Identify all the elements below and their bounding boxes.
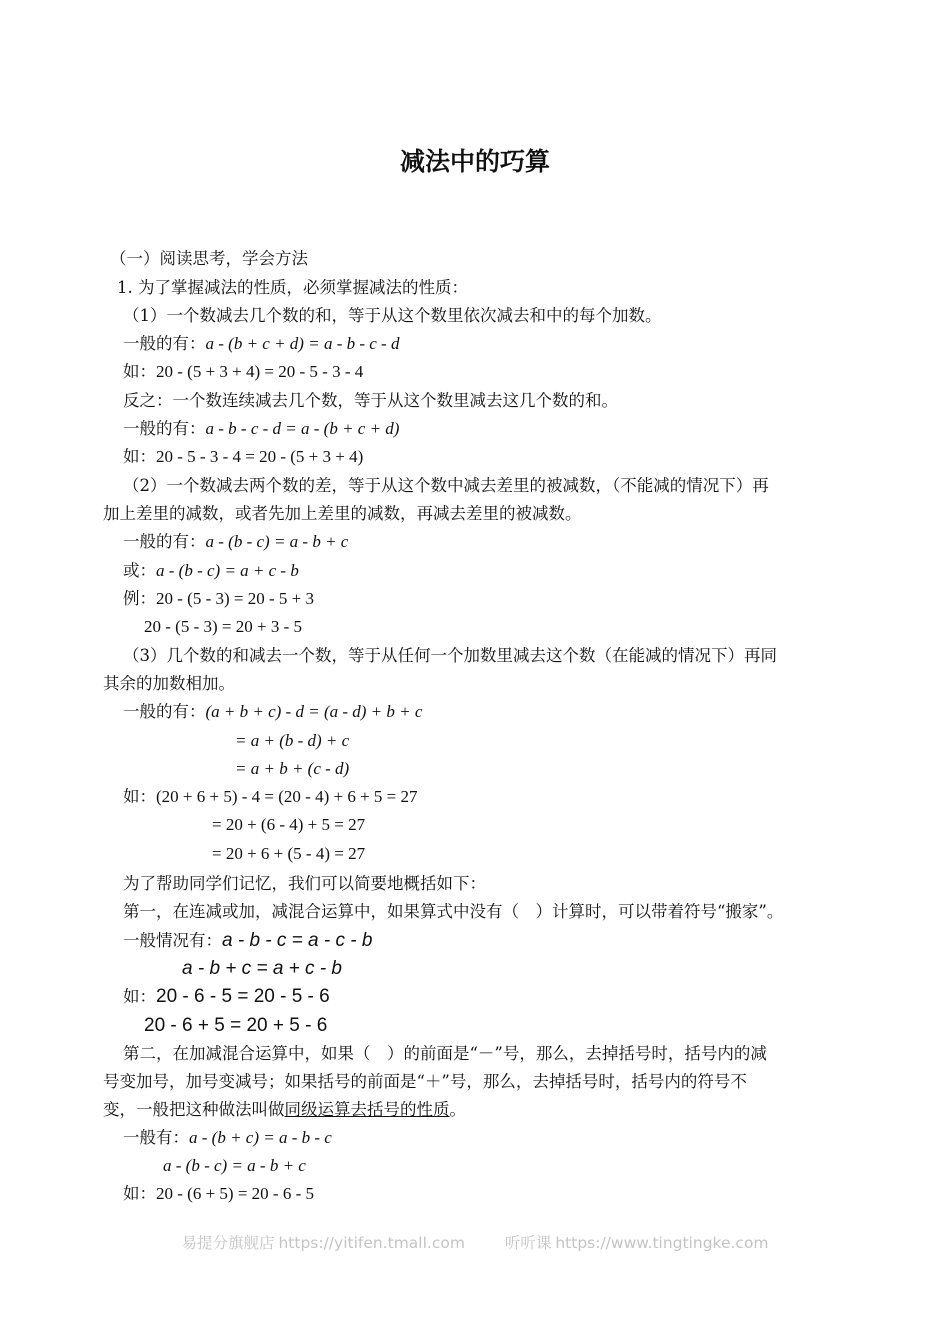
formula-line <box>123 532 348 552</box>
formula: 20 - (6 + 5) = 20 - 6 - 5 <box>156 1184 314 1203</box>
formula-line <box>123 362 363 382</box>
formula-label: 一般的有： <box>123 532 206 551</box>
formula: 20 - (5 - 3) = 20 + 3 - 5 <box>144 617 302 636</box>
paragraph <box>103 1100 466 1120</box>
paragraph: 加上差里的减数，或者先加上差里的减数，再减去差里的被减数。 <box>103 504 582 523</box>
formula: = a + (b - d) + c <box>235 731 350 750</box>
formula: = 20 + (6 - 4) + 5 = 27 <box>212 815 366 834</box>
formula-line <box>123 1128 332 1148</box>
site-name: 听听课 <box>504 1234 552 1252</box>
formula-label: 一般的有： <box>123 334 206 353</box>
formula-line <box>163 1156 306 1176</box>
formula-line <box>123 561 299 581</box>
shop-url[interactable]: https://yitifen.tmall.com <box>278 1234 465 1252</box>
paragraph: （2）一个数减去两个数的差，等于从这个数中减去差里的被减数，（不能减的情况下）再 <box>123 476 769 495</box>
formula: 20 - (5 - 3) = 20 - 5 + 3 <box>156 589 314 608</box>
formula-line <box>123 589 314 609</box>
formula: 20 - 6 - 5 = 20 - 5 - 6 <box>156 986 330 1007</box>
footer-watermark <box>0 1231 950 1253</box>
formula-line <box>123 930 372 953</box>
formula-label: 如： <box>123 447 156 466</box>
formula: 20 - (5 + 3 + 4) = 20 - 5 - 3 - 4 <box>156 362 364 381</box>
formula: 20 - 6 + 5 = 20 + 5 - 6 <box>144 1015 328 1036</box>
formula: a - (b + c) = a - b - c <box>189 1128 332 1147</box>
underlined-term: 同级运算去括号的性质 <box>284 1100 450 1119</box>
formula: a - b - c - d = a - (b + c + d) <box>205 419 400 438</box>
paragraph: （3）几个数的和减去一个数，等于从任何一个加数里减去这个数（在能减的情况下）再同 <box>123 646 777 665</box>
formula-label: 如： <box>123 987 156 1006</box>
paragraph-text: 。 <box>449 1100 466 1119</box>
formula-label: 一般情况有： <box>123 931 222 950</box>
formula-label: 一般的有： <box>123 702 206 721</box>
formula-line <box>182 958 342 981</box>
formula: (a + b + c) - d = (a - d) + b + c <box>205 702 423 721</box>
formula-line <box>212 815 365 835</box>
formula: a - (b + c + d) = a - b - c - d <box>205 334 400 353</box>
page-title: 减法中的巧算 <box>399 147 550 176</box>
formula-label: 例： <box>123 589 156 608</box>
formula: = 20 + 6 + (5 - 4) = 27 <box>212 844 366 863</box>
paragraph: 1. 为了掌握减法的性质，必须掌握减法的性质： <box>117 278 468 297</box>
formula-line <box>123 334 399 354</box>
site-url[interactable]: https://www.tingtingke.com <box>555 1234 769 1252</box>
shop-name: 易提分旗舰店 <box>181 1234 275 1252</box>
formula: a - (b - c) = a - b + c <box>205 532 349 551</box>
formula: a - b + c = a + c - b <box>182 958 342 979</box>
formula: 20 - 5 - 3 - 4 = 20 - (5 + 3 + 4) <box>156 447 364 466</box>
formula: = a + b + (c - d) <box>235 759 350 778</box>
formula: a - (b - c) = a + c - b <box>156 561 299 580</box>
formula: a - b - c = a - c - b <box>222 930 373 951</box>
formula-line <box>144 617 302 637</box>
formula-line <box>123 447 363 467</box>
formula-line <box>212 844 365 864</box>
formula-line <box>123 419 399 439</box>
paragraph: 反之：一个数连续减去几个数，等于从这个数里减去这几个数的和。 <box>123 391 618 410</box>
formula-label: 或： <box>123 561 156 580</box>
paragraph: （1）一个数减去几个数的和，等于从这个数里依次减去和中的每个加数。 <box>123 306 662 325</box>
formula-line <box>123 787 418 807</box>
paragraph: 号变加号，加号变减号；如果括号的前面是“＋”号，那么，去掉括号时，括号内的符号不 <box>103 1072 747 1091</box>
formula-label: 一般的有： <box>123 419 206 438</box>
formula-line <box>235 731 349 751</box>
formula: a - (b - c) = a - b + c <box>163 1156 306 1175</box>
formula: (20 + 6 + 5) - 4 = (20 - 4) + 6 + 5 = 27 <box>156 787 418 806</box>
paragraph: 其余的加数相加。 <box>103 674 235 693</box>
paragraph: 第二，在加减混合运算中，如果（ ）的前面是“－”号，那么，去掉括号时，括号内的减 <box>123 1044 767 1063</box>
paragraph: 为了帮助同学们记忆，我们可以简要地概括如下： <box>123 874 486 893</box>
formula-line <box>123 1184 314 1204</box>
paragraph: 第一，在连减或加，减混合运算中，如果算式中没有（ ）计算时，可以带着符号“搬家”。 <box>123 902 784 921</box>
formula-label: 如： <box>123 787 156 806</box>
formula-line <box>123 702 422 722</box>
formula-label: 一般有： <box>123 1128 189 1147</box>
formula-line <box>235 759 349 779</box>
section-heading: （一）阅读思考，学会方法 <box>110 249 308 268</box>
paragraph-text: 变，一般把这种做法叫做 <box>103 1100 285 1119</box>
formula-label: 如： <box>123 362 156 381</box>
formula-line <box>123 986 330 1009</box>
formula-line <box>144 1015 327 1038</box>
formula-label: 如： <box>123 1184 156 1203</box>
